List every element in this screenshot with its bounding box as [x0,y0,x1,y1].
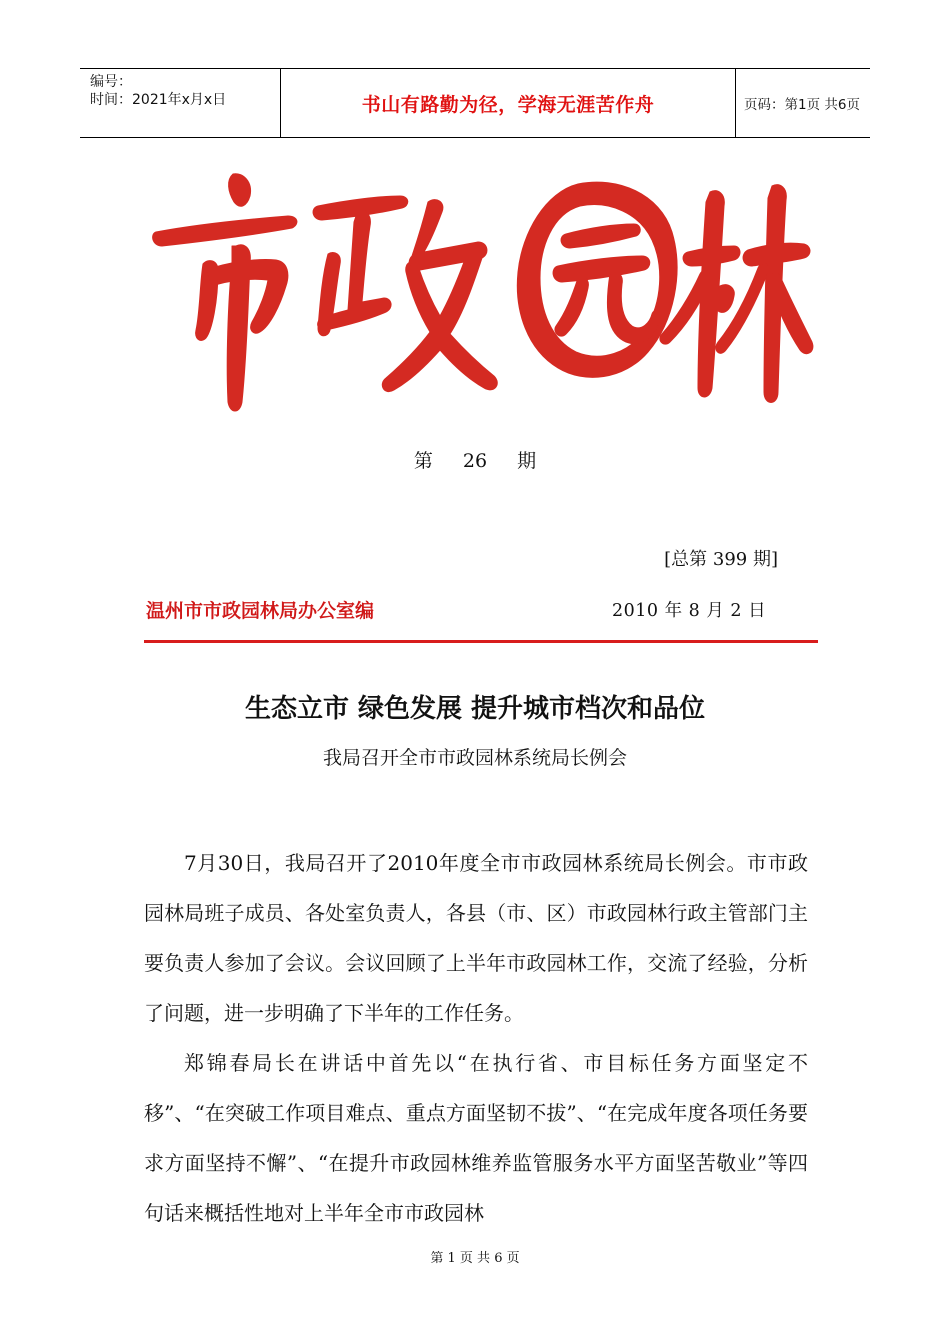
publish-date: 2010 年 8 月 2 日 [612,601,767,621]
motto: 书山有路勤为径，学海无涯苦作舟 [361,93,655,116]
issue-prefix: 第 [413,450,433,472]
issue-value: 26 [462,450,488,472]
paragraph: 7月30日，我局召开了2010年度全市市政园林系统局长例会。市市政园林局班子成员、各处室负责人，各县（市、区）市政园林行政主管部门主要负责人参加了会议。会议回顾了上半年市政园林工作，交流了经验，分析了问题，进一步明确了下半年的工作任务。 [144,851,808,1025]
issue-number [0,446,950,473]
page-footer: 第 1 页 共 6 页 [430,1251,520,1266]
article-title: 生态立市 绿色发展 提升城市档次和品位 [244,694,706,724]
page-info: 页码：第1页 共6页 [744,97,860,113]
issue-suffix: 期 [517,450,537,472]
masthead-logo [148,162,818,420]
red-divider [144,640,818,643]
time-line: 时间：2021年x月x日 [90,92,227,108]
document-header [80,68,870,138]
article-subtitle: 我局召开全市市政园林系统局长例会 [322,747,627,769]
header-motto-cell [280,69,736,137]
masthead-calligraphy [148,162,818,420]
total-issue: [总第 399 期] [664,549,778,570]
paragraph: 郑锦春局长在讲话中首先以“在执行省、市目标任务方面坚定不移”、“在突破工作项目难点、重点方面坚韧不拔”、“在完成年度各项任务要求方面坚持不懈”、“在提升市政园林维养监管服务水平方面坚苦敬业”等四句话来概括性地对上半年全市市政园林 [144,1051,808,1225]
header-meta [80,69,280,137]
editor-office: 温州市市政园林局办公室编 [146,600,375,622]
number-label: 编号： [90,74,132,90]
article-body [144,838,808,1238]
